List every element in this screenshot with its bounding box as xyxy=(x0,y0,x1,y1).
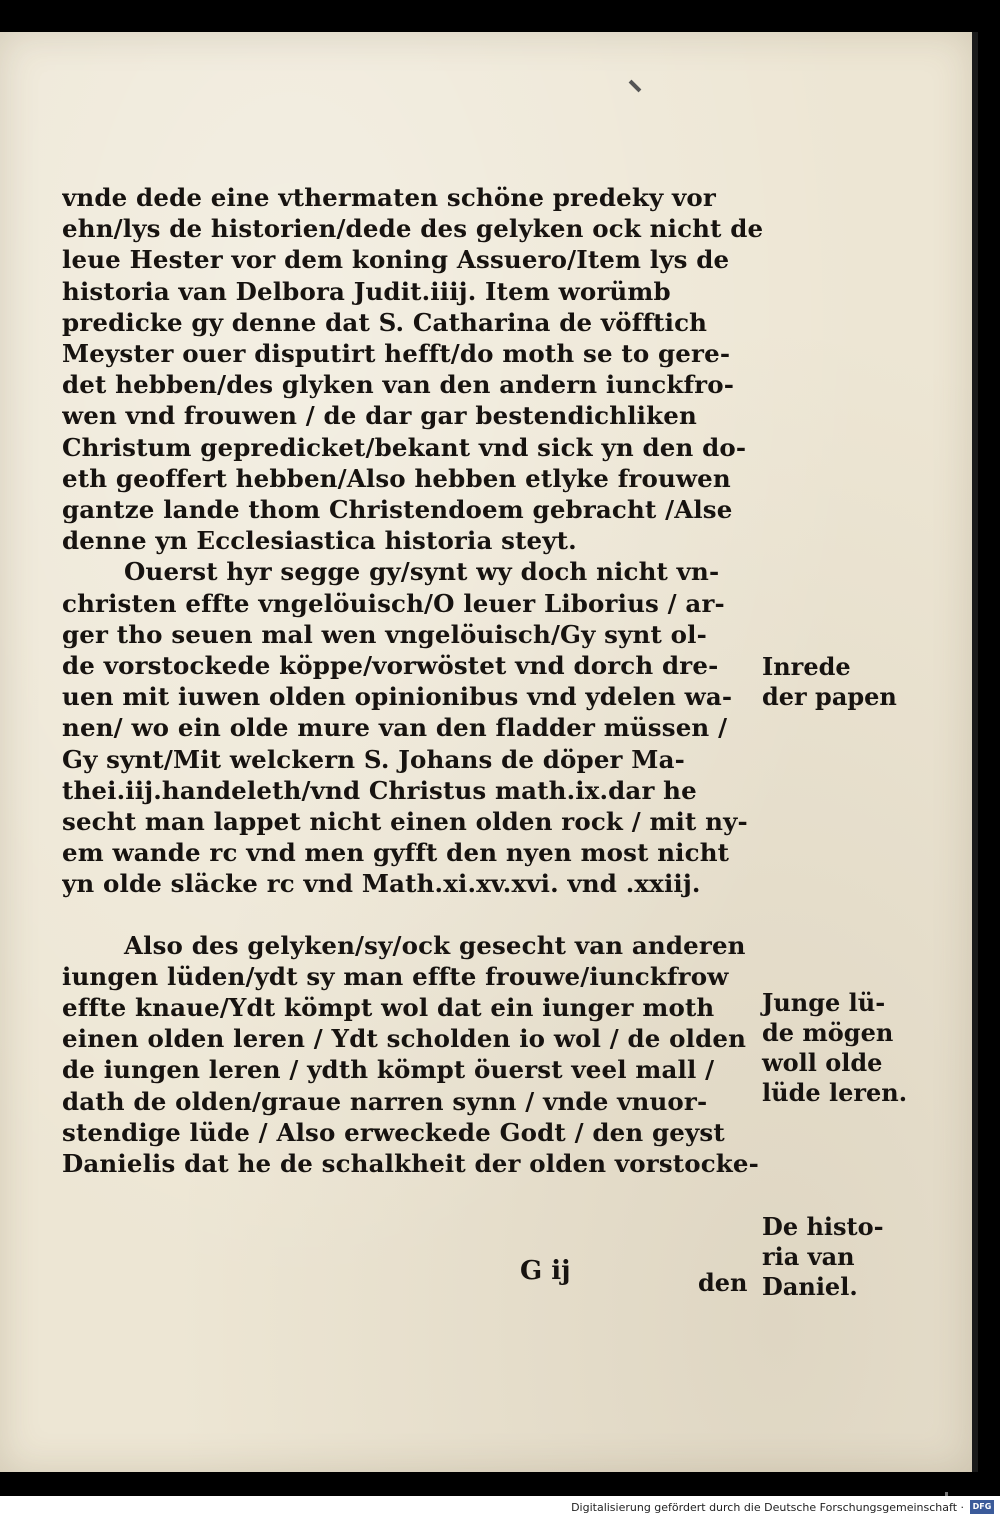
book-page xyxy=(0,32,978,1472)
paragraph-gap xyxy=(62,900,768,930)
text-line: de iungen leren / ydth kömpt öuerst veel mall / xyxy=(62,1055,715,1085)
text-line: thei.iij.handeleth/vnd Christus math.ix.dar he xyxy=(62,775,697,805)
signature-mark: G ij xyxy=(520,1256,571,1286)
text-line: stendige lüde / Also erweckede Godt / den geyst xyxy=(62,1117,725,1147)
paper-blemish xyxy=(629,80,642,93)
text-line: Christum gepredicket/bekant vnd sick yn den do- xyxy=(62,432,747,462)
text-line: dath de olden/graue narren synn / vnde vnuor- xyxy=(62,1086,708,1116)
footer-credit: Digitalisierung gefördert durch die Deutsche Forschungsgemeinschaft · xyxy=(571,1501,964,1514)
text-line: wen vnd frouwen / de dar gar bestendichliken xyxy=(62,401,697,431)
text-line: eth geoffert hebben/Also hebben etlyke frouwen xyxy=(62,463,731,493)
text-line: nen/ wo ein olde mure van den fladder müssen / xyxy=(62,713,728,743)
marginal-line: woll olde xyxy=(762,1048,883,1077)
dfg-logo: DFG xyxy=(970,1500,994,1514)
marginal-line: Inrede xyxy=(762,652,851,681)
marginal-line: der papen xyxy=(762,682,897,711)
marginal-line: de mögen xyxy=(762,1018,894,1047)
text-line: Meyster ouer disputirt hefft/do moth se to gere- xyxy=(62,339,731,369)
marginal-line: lüde leren. xyxy=(762,1078,908,1107)
text-line: ger tho seuen mal wen vngelöuisch/Gy synt ol- xyxy=(62,619,707,649)
text-line: Gy synt/Mit welckern S. Johans de döper Ma- xyxy=(62,744,685,774)
marginal-note-inrede xyxy=(762,652,952,712)
text-line: effte knaue/Ydt kömpt wol dat ein iunger moth xyxy=(62,993,715,1023)
marginal-line: ria van xyxy=(762,1242,855,1271)
marginal-note-daniel xyxy=(762,1212,952,1302)
text-line: historia van Delbora Judit.iiij. Item worümb xyxy=(62,276,671,306)
text-line: vnde dede eine vthermaten schöne predeky vor xyxy=(62,183,716,212)
catchword: den xyxy=(698,1268,748,1297)
marginal-line: Junge lü- xyxy=(762,988,886,1017)
text-line: leue Hester vor dem koning Assuero/Item lys de xyxy=(62,245,730,275)
text-line: uen mit iuwen olden opinionibus vnd ydelen wa- xyxy=(62,682,733,712)
text-line: Also des gelyken/sy/ock gesecht van anderen xyxy=(124,930,746,960)
text-line: iungen lüden/ydt sy man effte frouwe/iunckfrow xyxy=(62,961,729,991)
text-line: einen olden leren / Ydt scholden io wol / de olden xyxy=(62,1024,747,1054)
marginal-line: Daniel. xyxy=(762,1272,858,1301)
text-line: em wande rc vnd men gyfft den nyen most nicht xyxy=(62,838,730,868)
text-line: predicke gy denne dat S. Catharina de vöfftich xyxy=(62,307,708,337)
text-line: de vorstockede köppe/vorwöstet vnd dorch dre- xyxy=(62,651,719,681)
text-line: det hebben/des glyken van den andern iunckfro- xyxy=(62,370,735,400)
marginal-line: De histo- xyxy=(762,1212,884,1241)
text-line: christen effte vngelöuisch/O leuer Liborius / ar- xyxy=(62,588,725,618)
text-line: gantze lande thom Christendoem gebracht /Alse xyxy=(62,495,733,525)
footer-bar xyxy=(0,1496,1000,1520)
text-line: ehn/lys de historien/dede des gelyken ock nicht de xyxy=(62,214,764,244)
text-line: yn olde släcke rc vnd Math.xi.xv.xvi. vnd .xxiij. xyxy=(62,869,701,899)
main-text-block xyxy=(62,182,768,1179)
text-line: denne yn Ecclesiastica historia steyt. xyxy=(62,526,577,556)
text-line: Danielis dat he de schalkheit der olden vorstocke- xyxy=(62,1149,759,1179)
marginal-note-junge xyxy=(762,988,952,1108)
text-line: secht man lappet nicht einen olden rock / mit ny- xyxy=(62,807,748,837)
text-line: Ouerst hyr segge gy/synt wy doch nicht vn- xyxy=(124,557,720,587)
